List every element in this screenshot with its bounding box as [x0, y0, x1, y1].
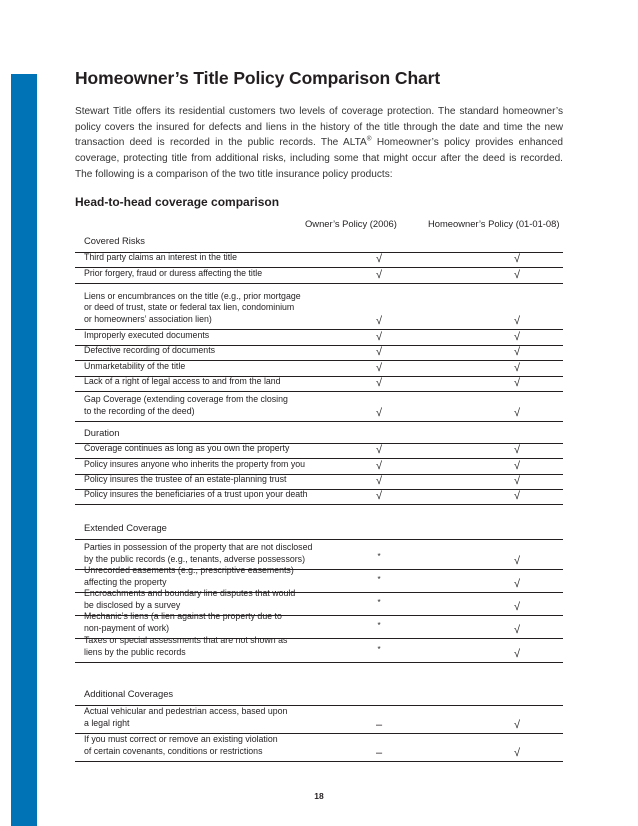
homeowners-policy-mark: √ [513, 601, 521, 613]
table-row [75, 267, 563, 283]
owners-policy-mark: * [377, 575, 381, 584]
intro-text-part1: Stewart Title offers its residential customers two levels of coverage protection. The standard homeowner’s policy covers the insured for defects and liens in the history of the title through the date and time the new transaction deed is recorded in the public records. The ALTA [75, 106, 563, 149]
homeowners-policy-mark: √ [513, 490, 521, 502]
column-header-homeowners-policy: Homeowner’s Policy (01-01-08) [428, 218, 560, 229]
side-accent-bar [11, 74, 37, 826]
row-label [84, 542, 312, 566]
owners-policy-mark: – [375, 747, 383, 759]
section-label: Covered Risks [84, 235, 145, 246]
row-label [84, 474, 286, 486]
owners-policy-mark: √ [375, 460, 383, 472]
homeowners-policy-mark: √ [513, 407, 521, 419]
owners-policy-mark: √ [375, 362, 383, 374]
owners-policy-mark: * [377, 645, 381, 654]
table-row [75, 474, 563, 489]
table-row [75, 635, 563, 663]
row-label-line: Policy insures the beneficiaries of a trust upon your death [84, 489, 308, 500]
section-label: Duration [84, 427, 120, 438]
row-label-line: Policy insures anyone who inherits the property from you [84, 459, 306, 470]
homeowners-policy-mark: √ [513, 555, 521, 567]
row-label [84, 611, 282, 635]
row-label [84, 361, 185, 373]
row-label-line: Defective recording of documents [84, 345, 216, 356]
homeowners-policy-mark: √ [513, 747, 521, 759]
table-row [75, 376, 563, 391]
row-label [84, 394, 288, 418]
registered-mark: ® [366, 136, 372, 144]
section-label: Additional Coverages [84, 688, 174, 699]
row-label-line: be disclosed by a survey [84, 600, 181, 611]
row-label-line: of certain covenants, conditions or restrictions [84, 746, 263, 757]
row-label [84, 345, 215, 357]
owners-policy-mark: √ [375, 475, 383, 487]
owners-policy-mark: * [377, 621, 381, 630]
homeowners-policy-mark: √ [513, 460, 521, 472]
table-row [75, 391, 563, 422]
row-label-line: Unrecorded easements (e.g., prescriptive easements) [84, 565, 294, 576]
row-label-line: Coverage continues as long as you own the property [84, 443, 290, 454]
owners-policy-mark: √ [375, 315, 383, 327]
row-label [84, 734, 278, 758]
row-label-line: Taxes or special assessments that are not shown as [84, 635, 288, 646]
table-row [75, 360, 563, 376]
page-number: 18 [314, 791, 324, 801]
row-label-line: or deed of trust, state or federal tax lien, condominium [84, 302, 295, 313]
page-title: Homeowner’s Title Policy Comparison Chart [75, 68, 441, 88]
homeowners-policy-mark: √ [513, 624, 521, 636]
owners-policy-mark: √ [375, 377, 383, 389]
row-label [84, 330, 209, 342]
section-label: Extended Coverage [84, 522, 167, 533]
homeowners-policy-mark: √ [513, 253, 521, 265]
row-label [84, 635, 287, 659]
row-label-line: Third party claims an interest in the title [84, 252, 238, 263]
row-label [84, 291, 301, 326]
owners-policy-mark: √ [375, 490, 383, 502]
owners-policy-mark: * [377, 598, 381, 607]
row-label-line: Improperly executed documents [84, 330, 210, 341]
row-label-line: liens by the public records [84, 647, 186, 658]
table-row [75, 329, 563, 345]
owners-policy-mark: √ [375, 331, 383, 343]
row-label-line: Unmarketability of the title [84, 361, 186, 372]
owners-policy-mark: √ [375, 346, 383, 358]
homeowners-policy-mark: √ [513, 269, 521, 281]
row-label [84, 376, 281, 388]
homeowners-policy-mark: √ [513, 719, 521, 731]
table-row [75, 443, 563, 458]
row-label-line: Encroachments and boundary line disputes that would [84, 588, 296, 599]
owners-policy-mark: √ [375, 253, 383, 265]
row-label-line: Policy insures the trustee of an estate-planning trust [84, 474, 287, 485]
table-row [75, 283, 563, 329]
homeowners-policy-mark: √ [513, 475, 521, 487]
row-label-line: to the recording of the deed) [84, 406, 195, 417]
owners-policy-mark: * [377, 552, 381, 561]
row-label [84, 459, 305, 471]
row-label-line: If you must correct or remove an existing violation [84, 734, 278, 745]
owners-policy-mark: √ [375, 444, 383, 456]
row-label-line: affecting the property [84, 577, 167, 588]
homeowners-policy-mark: √ [513, 346, 521, 358]
table-row [75, 345, 563, 360]
intro-paragraph [75, 104, 563, 183]
row-label [84, 252, 237, 264]
comparison-subheading: Head-to-head coverage comparison [75, 195, 280, 209]
owners-policy-mark: √ [375, 407, 383, 419]
homeowners-policy-mark: √ [513, 578, 521, 590]
row-label [84, 268, 262, 280]
homeowners-policy-mark: √ [513, 362, 521, 374]
row-label [84, 588, 295, 612]
owners-policy-mark: – [375, 719, 383, 731]
table-row [75, 705, 563, 733]
homeowners-policy-mark: √ [513, 315, 521, 327]
row-label-line: Parties in possession of the property that are not disclosed [84, 542, 313, 553]
row-label-line: non-payment of work) [84, 623, 170, 634]
homeowners-policy-mark: √ [513, 444, 521, 456]
table-row [75, 489, 563, 505]
row-label-line: by the public records (e.g., tenants, adverse possessors) [84, 554, 306, 565]
homeowners-policy-mark: √ [513, 648, 521, 660]
owners-policy-mark: √ [375, 269, 383, 281]
row-label-line: or homeowners’ association lien) [84, 314, 212, 325]
row-label-line: Mechanic’s liens (a lien against the property due to [84, 611, 282, 622]
row-label-line: Lack of a right of legal access to and from the land [84, 376, 281, 387]
row-label [84, 489, 307, 501]
row-label-line: a legal right [84, 718, 130, 729]
homeowners-policy-mark: √ [513, 331, 521, 343]
column-header-owners-policy: Owner’s Policy (2006) [305, 218, 397, 229]
row-label-line: Liens or encumbrances on the title (e.g., prior mortgage [84, 290, 301, 301]
row-label-line: Gap Coverage (extending coverage from the closing [84, 394, 288, 405]
table-row [75, 252, 563, 267]
homeowners-policy-mark: √ [513, 377, 521, 389]
row-label-line: Prior forgery, fraud or duress affecting the title [84, 268, 263, 279]
row-label [84, 565, 294, 589]
row-label-line: Actual vehicular and pedestrian access, based upon [84, 706, 288, 717]
row-label [84, 443, 289, 455]
table-row [75, 733, 563, 762]
table-row [75, 458, 563, 474]
row-label [84, 706, 287, 730]
intro-text-part2: Homeowner’s policy provides enhanced coverage, protecting title from additional risks, including some that might occur after the deed is recorded. The following is a comparison of the two title insurance policy products: [75, 137, 563, 180]
